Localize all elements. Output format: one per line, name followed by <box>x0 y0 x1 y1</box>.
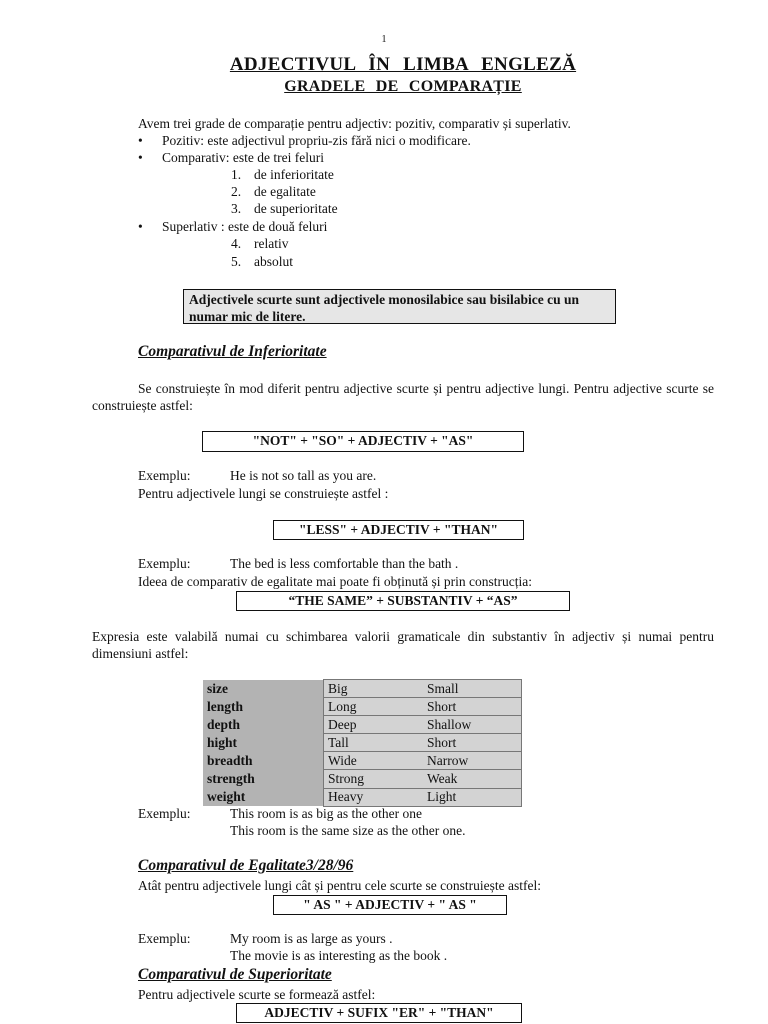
list-item: 1. de inferioritate <box>231 167 334 182</box>
example-line: The movie is as interesting as the book . <box>230 948 448 963</box>
formula-box: “THE SAME” + SUBSTANTIV + “AS” <box>236 591 570 611</box>
document-subtitle: GRADELE DE COMPARAȚIE <box>284 78 522 95</box>
example-line: Exemplu: The bed is less comfortable than the bath . <box>138 556 459 571</box>
list-item: 3. de superioritate <box>231 201 338 216</box>
list-item: 5. absolut <box>231 254 293 269</box>
paragraph: Expresia este valabilă numai cu schimbarea valorii gramaticale din substantiv în adjectiv și numai pentru dimensiuni astfel: <box>92 629 714 661</box>
bullet-item: • Pozitiv: este adjectivul propriu-zis fără nici o modificare. <box>138 133 471 148</box>
bullet-item: • Superlativ : este de două feluri <box>138 219 328 234</box>
paragraph: Se construiește în mod diferit pentru adjective scurte și pentru adjective lungi. Pentru adjective scurte se construiește astfel: <box>92 381 714 413</box>
text-line: Ideea de comparativ de egalitate mai poate fi obținută și prin construcția: <box>138 574 532 589</box>
example-line: Exemplu: He is not so tall as you are. <box>138 468 377 483</box>
table-row: depth Deep Shallow <box>203 716 522 734</box>
formula-box: "NOT" + "SO" + ADJECTIV + "AS" <box>202 431 524 452</box>
text-line: Atât pentru adjectivele lungi cât și pentru cele scurte se construiește astfel: <box>138 878 541 893</box>
bullet-item: • Comparativ: este de trei feluri <box>138 150 324 165</box>
text-line: Pentru adjectivele scurte se formează astfel: <box>138 987 376 1002</box>
section-heading-superioritate: Comparativul de Superioritate <box>138 966 332 983</box>
bullet-icon: • <box>138 133 143 148</box>
list-item: 2. de egalitate <box>231 184 316 199</box>
page-number: 1 <box>381 34 387 45</box>
section-heading-inferioritate: Comparativul de Inferioritate <box>138 343 327 360</box>
example-line: This room is the same size as the other one. <box>230 823 466 838</box>
table-row: length Long Short <box>203 698 522 716</box>
formula-box: " AS " + ADJECTIV + " AS " <box>273 895 507 915</box>
dimensions-table <box>203 679 522 807</box>
document-title: ADJECTIVUL ÎN LIMBA ENGLEZĂ <box>229 54 577 75</box>
table-row: weight Heavy Light <box>203 788 522 806</box>
note-box: Adjectivele scurte sunt adjectivele monosilabice sau bisilabice cu un numar mic de litere. <box>183 289 616 324</box>
bullet-icon: • <box>138 219 143 234</box>
table-row: hight Tall Short <box>203 734 522 752</box>
bullet-icon: • <box>138 150 143 165</box>
formula-box: ADJECTIV + SUFIX "ER" + "THAN" <box>236 1003 522 1023</box>
example-line: Exemplu: This room is as big as the other one <box>138 806 422 821</box>
table-row: breadth Wide Narrow <box>203 752 522 770</box>
text-line: Pentru adjectivele lungi se construiește astfel : <box>138 486 389 501</box>
list-item: 4. relativ <box>231 236 289 251</box>
section-heading-egalitate: Comparativul de Egalitate3/28/96 <box>138 857 354 874</box>
table-row: size Big Small <box>203 680 522 698</box>
example-line: Exemplu: My room is as large as yours . <box>138 931 393 946</box>
table-row: strength Strong Weak <box>203 770 522 788</box>
intro-text: Avem trei grade de comparație pentru adjectiv: pozitiv, comparativ și superlativ. <box>138 116 571 131</box>
formula-box: "LESS" + ADJECTIV + "THAN" <box>273 520 524 540</box>
